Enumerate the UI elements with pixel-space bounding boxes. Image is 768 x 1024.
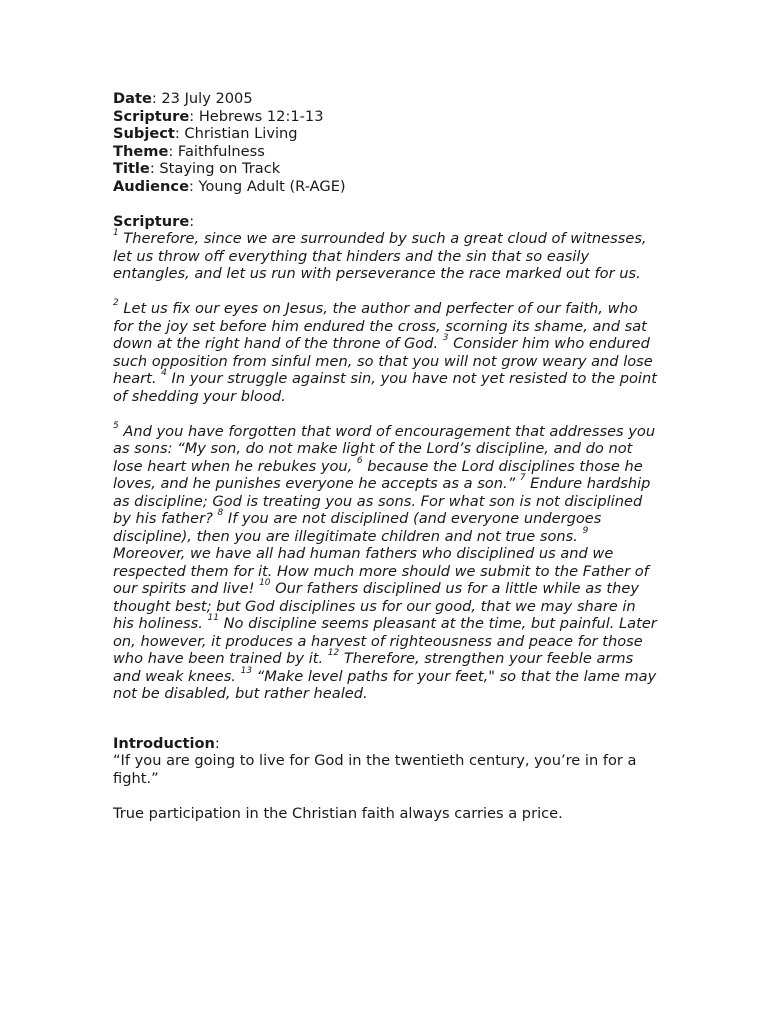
scripture-paragraph-3 xyxy=(113,420,658,703)
scripture-paragraph-2 xyxy=(113,300,658,405)
verse-text: Moreover, we have all had human fathers who disciplined us and we respected them for it. How much more should we submit to the Father of our spirits and live! xyxy=(113,545,649,597)
verse-number: 3 xyxy=(442,333,449,344)
verse-number: 4 xyxy=(161,368,167,379)
verse-number: 12 xyxy=(327,648,340,659)
meta-value: : Staying on Track xyxy=(149,160,281,177)
introduction-heading-label: Introduction xyxy=(113,734,215,752)
verse-text: And you have forgotten that word of encouragement that addresses you as sons: “My son, do not make light of the Lord’s discipline, and do not lose heart when he rebukes you, xyxy=(113,422,656,475)
introduction-heading xyxy=(113,735,658,753)
verse-text: Therefore, strengthen your feeble arms and weak knees. xyxy=(113,650,634,685)
meta-block xyxy=(113,90,658,195)
meta-label: Audience xyxy=(113,177,189,195)
introduction-heading-colon: : xyxy=(214,734,220,752)
scripture-heading-label: Scripture xyxy=(113,212,190,230)
introduction-statement: True participation in the Christian faith always carries a price. xyxy=(113,804,563,822)
verse-text: Consider him who endured such opposition from sinful men, so that you will not grow weary and lose heart. xyxy=(113,335,653,387)
verse-text: Therefore, since we are surrounded by such a great cloud of witnesses, let us throw off everything that hinders and the sin that so easily entangles, and let us run with perseverance the race marked out for us. xyxy=(113,230,647,282)
scripture-heading-colon: : xyxy=(189,212,195,230)
verse-number: 10 xyxy=(259,578,271,589)
meta-value: : Young Adult (R-AGE) xyxy=(188,177,346,195)
verse-number: 1 xyxy=(113,228,119,239)
verse-text: No discipline seems pleasant at the time, but painful. Later on, however, it produces a harvest of righteousness and peace for those who have been trained by it. xyxy=(113,615,657,667)
verse-number: 5 xyxy=(113,420,119,431)
verse-number: 7 xyxy=(519,473,526,484)
verse-text: Let us fix our eyes on Jesus, the author and perfecter of our faith, who for the joy set before him endured the cross, scorning its shame, and sat down at the right hand of the throne of God. xyxy=(113,300,647,352)
meta-subject xyxy=(113,125,658,143)
meta-label: Date xyxy=(113,90,152,107)
verse-text: If you are not disciplined (and everyone undergoes discipline), then you are illegitimate children and not true sons. xyxy=(113,510,602,545)
verse-text: “Make level paths for your feet," so that the lame may not be disabled, but rather healed. xyxy=(113,667,657,702)
verse-number: 6 xyxy=(356,455,363,466)
meta-scripture xyxy=(113,108,658,126)
meta-label: Title xyxy=(113,160,150,177)
meta-date xyxy=(113,90,658,108)
verse-text: In your struggle against sin, you have not yet resisted to the point of shedding your blood. xyxy=(113,370,657,405)
meta-value: : 23 July 2005 xyxy=(151,90,253,107)
meta-value: : Hebrews 12:1-13 xyxy=(189,107,324,125)
meta-theme xyxy=(113,143,658,161)
meta-label: Scripture xyxy=(113,107,190,125)
meta-value: : Faithfulness xyxy=(168,142,265,160)
meta-audience xyxy=(113,178,658,196)
meta-label: Subject xyxy=(113,125,175,142)
verse-number: 11 xyxy=(207,613,219,624)
scripture-heading xyxy=(113,213,658,231)
verse-text: because the Lord disciplines those he loves, and he punishes everyone he accepts as a son.” xyxy=(113,457,643,492)
document-page xyxy=(113,90,658,822)
scripture-paragraph-1 xyxy=(113,230,658,283)
verse-number: 2 xyxy=(113,298,119,309)
verse-text: Our fathers disciplined us for a little while as they thought best; but God disciplines us for our good, that we may share in his holiness. xyxy=(113,580,640,632)
meta-title xyxy=(113,160,658,178)
verse-text: Endure hardship as discipline; God is treating you as sons. For what son is not disciplined by his father? xyxy=(113,475,651,527)
verse-number: 9 xyxy=(582,525,589,536)
meta-value: : Christian Living xyxy=(174,125,298,142)
introduction-quote: “If you are going to live for God in the twentieth century, you’re in for a fight.” xyxy=(113,752,637,787)
meta-label: Theme xyxy=(113,142,169,160)
verse-number: 13 xyxy=(240,665,253,676)
verse-number: 8 xyxy=(217,508,224,519)
